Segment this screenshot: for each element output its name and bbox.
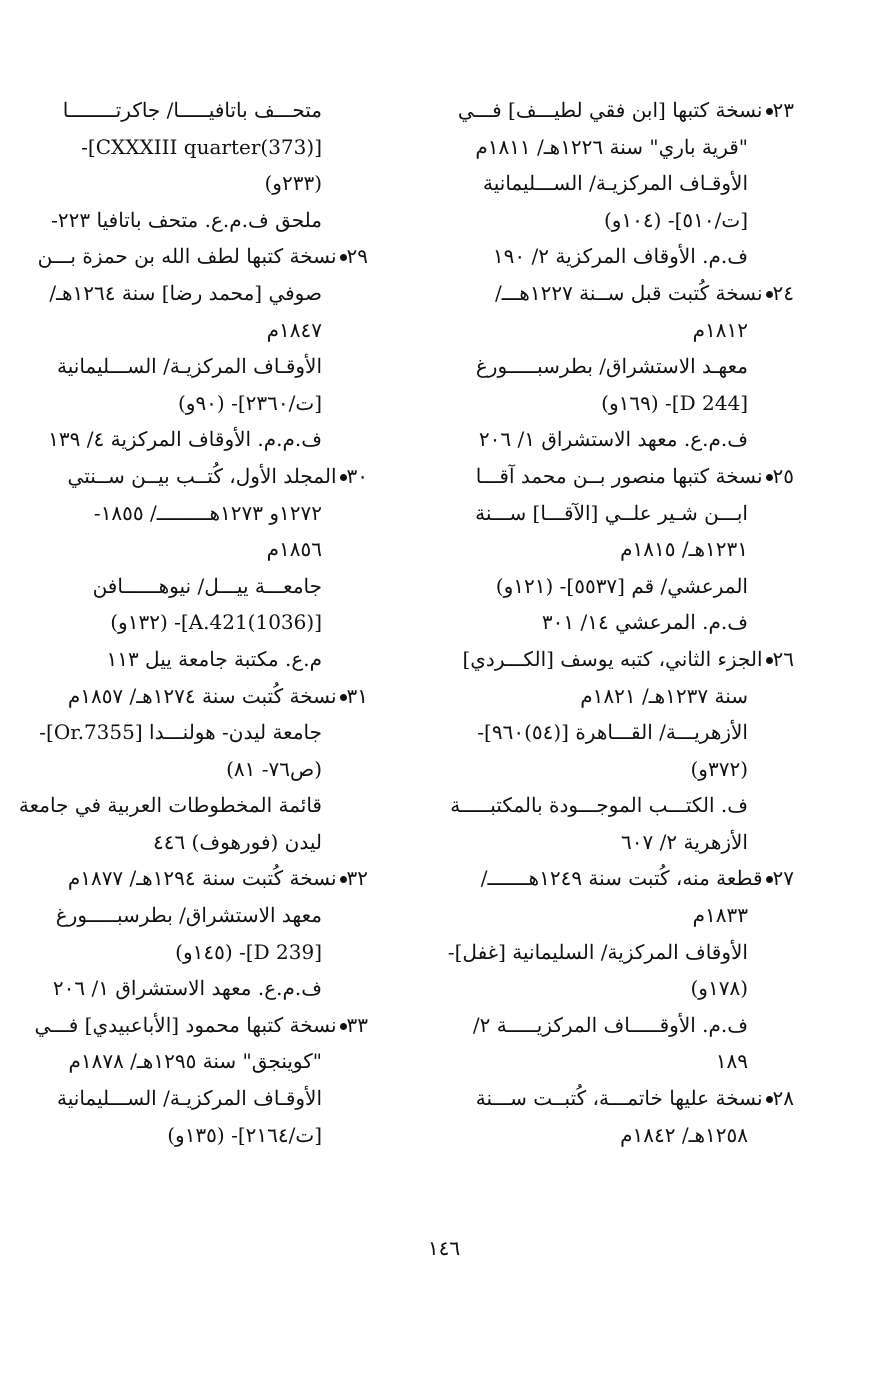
entry-line	[444, 641, 794, 678]
continuation-line: ف.م.ع. معهد الاستشراق ١/ ٢٠٦	[52, 976, 322, 1001]
continuation-line: [D 239]- (١٤٥و)	[175, 939, 322, 964]
continuation-line: ١٢٧٢و ١٢٧٣هـــــــــ/ ١٨٥٥-	[93, 500, 322, 525]
continuation-line: (١٧٨و)	[690, 976, 748, 1001]
continuation-line: ف.م. المرعشي ١٤/ ٣٠١	[541, 610, 748, 635]
continuation-line: م.ع. مكتبة جامعة ييل ١١٣	[106, 646, 322, 671]
continuation-line: المرعشي/ قم [٥٥٣٧]- (١٢١و)	[495, 573, 748, 598]
continuation-line: ف.م.ع. معهد الاستشراق ١/ ٢٠٦	[478, 427, 748, 452]
entry-text: نسخة كُتبت سنة ١٢٧٤هـ/ ١٨٥٧م	[67, 683, 337, 708]
entry-number: ٣٣	[346, 1012, 368, 1037]
entry-line	[444, 1080, 794, 1117]
entry-line	[34, 1007, 368, 1044]
entry-line	[444, 92, 794, 129]
continuation-line: الأوقـاف المركزيـة/ الســـليمانية	[57, 354, 322, 379]
right-column	[444, 92, 794, 1153]
entry-text: نسخة كُتبت قبل ســنة ١٢٢٧هـــ/	[494, 280, 763, 305]
entry-number: ٣٢	[346, 866, 368, 891]
entry-number: ٣٠	[346, 463, 368, 488]
entry-number: ٢٨	[772, 1086, 794, 1111]
continuation-line: الأوقاف المركزية/ السليمانية [غفل]-	[447, 939, 748, 964]
entry-text: الجزء الثاني، كتبه يوسف [الكـــردي]	[462, 646, 763, 671]
entry-text: نسخة كتبها لطف الله بن حمزة بـــن	[37, 244, 337, 269]
continuation-line: ف.م.م. الأوقاف المركزية ٤/ ١٣٩	[48, 427, 322, 452]
continuation-line: متحـــف باتافيـــــا/ جاكرتــــــــا	[62, 98, 322, 122]
continuation-line: ف.م. الأوقـــــاف المركزيـــــة ٢/	[472, 1012, 748, 1037]
bullet-icon	[766, 474, 773, 481]
continuation-line: ١٨٥٦م	[266, 537, 322, 562]
entry-number: ٢٩	[346, 244, 368, 269]
bullet-icon	[340, 1023, 347, 1030]
entry-text: المجلد الأول، كُتــب بيــن ســنتي	[67, 463, 337, 488]
continuation-line: (ص٧٦- ٨١)	[226, 756, 322, 781]
bullet-icon	[340, 876, 347, 883]
continuation-line: ١٢٣١هـ/ ١٨١٥م	[620, 537, 748, 562]
continuation-line: [(1036)A.421]- (١٣٢و)	[110, 610, 322, 635]
entry-line	[444, 860, 794, 897]
bullet-icon	[766, 291, 773, 298]
entry-text: نسخة عليها خاتمـــة، كُتبــت ســـنة	[475, 1086, 763, 1111]
entry-line	[68, 458, 368, 495]
bullet-icon	[766, 108, 773, 115]
entry-line	[444, 458, 794, 495]
continuation-line: ١٨٩	[715, 1049, 748, 1074]
continuation-line: [ت/٢٣٦٠]- (٩٠و)	[177, 390, 322, 415]
continuation-line: جامعـــة ييـــل/ نيوهــــــافن	[92, 573, 322, 598]
continuation-line: ملحق ف.م.ع. متحف باتافيا ٢٢٣-	[51, 207, 322, 232]
continuation-line: معهـد الاستشراق/ بطرسبـــــورغ	[475, 354, 748, 379]
continuation-line: [(373)CXXXIII quarter]-	[81, 134, 322, 159]
continuation-line: الأزهريـــة/ القـــاهرة [(٥٤)٩٦٠]-	[477, 720, 748, 745]
continuation-line: ١٨٤٧م	[266, 317, 322, 342]
bullet-icon	[340, 254, 347, 261]
continuation-line: الأوقـاف المركزيـة/ الســـليمانية	[57, 1086, 322, 1111]
entry-text: قطعة منه، كُتبت سنة ١٢٤٩هـــــــ/	[480, 866, 763, 891]
continuation-line: صوفي [محمد رضا] سنة ١٢٦٤هـ/	[49, 280, 322, 305]
entry-text: نسخة كُتبت سنة ١٢٩٤هـ/ ١٨٧٧م	[67, 866, 337, 891]
continuation-line: [ت/٥١٠]- (١٠٤و)	[603, 207, 748, 232]
continuation-line: معهد الاستشراق/ بطرسبـــــورغ	[55, 903, 322, 928]
continuation-line: الأوقـاف المركزيـة/ الســـليمانية	[483, 171, 748, 196]
entry-text: نسخة كتبها [ابن فقي لطيـــف] فـــي	[457, 98, 763, 122]
continuation-line: الأزهرية ٢/ ٦٠٧	[621, 829, 748, 854]
left-column	[18, 92, 368, 1153]
entry-number: ٢٥	[772, 463, 794, 488]
continuation-line: (٣٧٢و)	[690, 756, 748, 781]
bullet-icon	[766, 1096, 773, 1103]
continuation-line: "كوينجق" سنة ١٢٩٥هـ/ ١٨٧٨م	[68, 1049, 322, 1074]
continuation-line: [D 244]- (١٦٩و)	[601, 390, 748, 415]
entry-number: ٣١	[346, 683, 368, 708]
continuation-line: ١٢٥٨هـ/ ١٨٤٢م	[620, 1122, 748, 1147]
entry-line	[68, 860, 368, 897]
continuation-line: (٢٣٣و)	[264, 171, 322, 196]
entry-line	[68, 678, 368, 715]
continuation-line: ١٨٣٣م	[692, 903, 748, 928]
entry-number: ٢٧	[772, 866, 794, 891]
continuation-line: قائمة المخطوطات العربية في جامعة	[18, 793, 322, 818]
bullet-icon	[340, 474, 347, 481]
continuation-line: ابـــن شـير علــي [الآقـــا] ســـنة	[475, 500, 748, 525]
bullet-icon	[766, 876, 773, 883]
continuation-line: ليدن (فورهوف) ٤٤٦	[152, 829, 322, 854]
entry-text: نسخة كتبها محمود [الأباعبيدي] فـــي	[34, 1012, 337, 1037]
bullet-icon	[766, 657, 773, 664]
continuation-line: ف. الكتـــب الموجـــودة بالمكتبـــــة	[450, 793, 748, 818]
page-number: ١٤٦	[427, 1236, 461, 1260]
entry-number: ٢٦	[772, 646, 794, 671]
entry-text: نسخة كتبها منصور بــن محمد آقـــا	[475, 463, 763, 488]
continuation-line: ف.م. الأوقاف المركزية ٢/ ١٩٠	[492, 244, 748, 269]
continuation-line: ١٨١٢م	[692, 317, 748, 342]
continuation-line: "قرية باري" سنة ١٢٢٦هـ/ ١٨١١م	[475, 134, 748, 159]
continuation-line: [ت/٢١٦٤]- (١٣٥و)	[167, 1122, 322, 1147]
entry-number: ٢٣	[772, 98, 794, 122]
bullet-icon	[340, 694, 347, 701]
entry-number: ٢٤	[772, 280, 794, 305]
continuation-line: جامعة ليدن- هولنـــدا [Or.7355]-	[39, 720, 322, 745]
entry-line	[37, 238, 368, 275]
continuation-line: سنة ١٢٣٧هـ/ ١٨٢١م	[580, 683, 748, 708]
entry-line	[444, 275, 794, 312]
